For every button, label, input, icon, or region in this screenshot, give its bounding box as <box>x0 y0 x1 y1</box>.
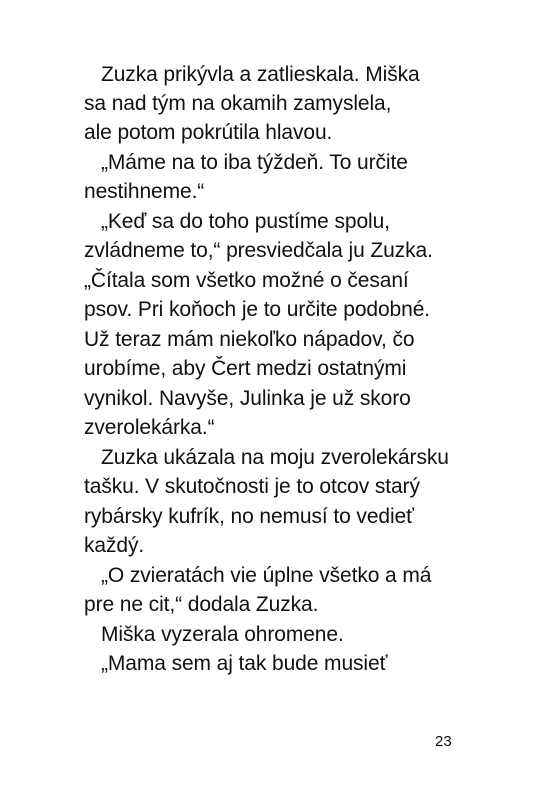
text-line-5: nestihneme.“ <box>84 180 205 203</box>
text-line-16: rybársky kufrík, no nemusí to vedieť <box>84 505 414 528</box>
text-line-14: Zuzka ukázala na moju zverolekársku <box>101 446 449 469</box>
text-line-13: zverolekárka.“ <box>84 416 215 439</box>
text-line-15: tašku. V skutočnosti je to otcov starý <box>84 475 420 498</box>
text-line-18: „O zvieratách vie úplne všetko a má <box>101 564 432 587</box>
text-line-9: psov. Pri koňoch je to určite podobné. <box>84 298 431 321</box>
text-line-8: „Čítala som všetko možné o česaní <box>84 269 409 292</box>
text-line-21: „Mama sem aj tak bude musieť <box>101 652 388 675</box>
text-line-12: vynikol. Navyše, Julinka je už skoro <box>84 387 411 410</box>
page-number: 23 <box>435 733 452 750</box>
text-line-19: pre ne cit,“ dodala Zuzka. <box>84 593 319 616</box>
text-line-6: „Keď sa do toho pustíme spolu, <box>101 210 390 233</box>
text-line-17: každý. <box>84 534 145 557</box>
text-line-4: „Máme na to iba týždeň. To určite <box>101 151 408 174</box>
text-line-3: ale potom pokrútila hlavou. <box>84 121 333 144</box>
text-line-10: Už teraz mám niekoľko nápadov, čo <box>84 328 415 351</box>
text-line-11: urobíme, aby Čert medzi ostatnými <box>84 357 407 380</box>
text-line-20: Miška vyzerala ohromene. <box>101 623 344 646</box>
text-line-2: sa nad tým na okamih zamyslela, <box>84 92 392 115</box>
text-line-1: Zuzka prikývla a zatlieskala. Miška <box>101 63 420 86</box>
text-line-7: zvládneme to,“ presviedčala ju Zuzka. <box>84 239 433 262</box>
